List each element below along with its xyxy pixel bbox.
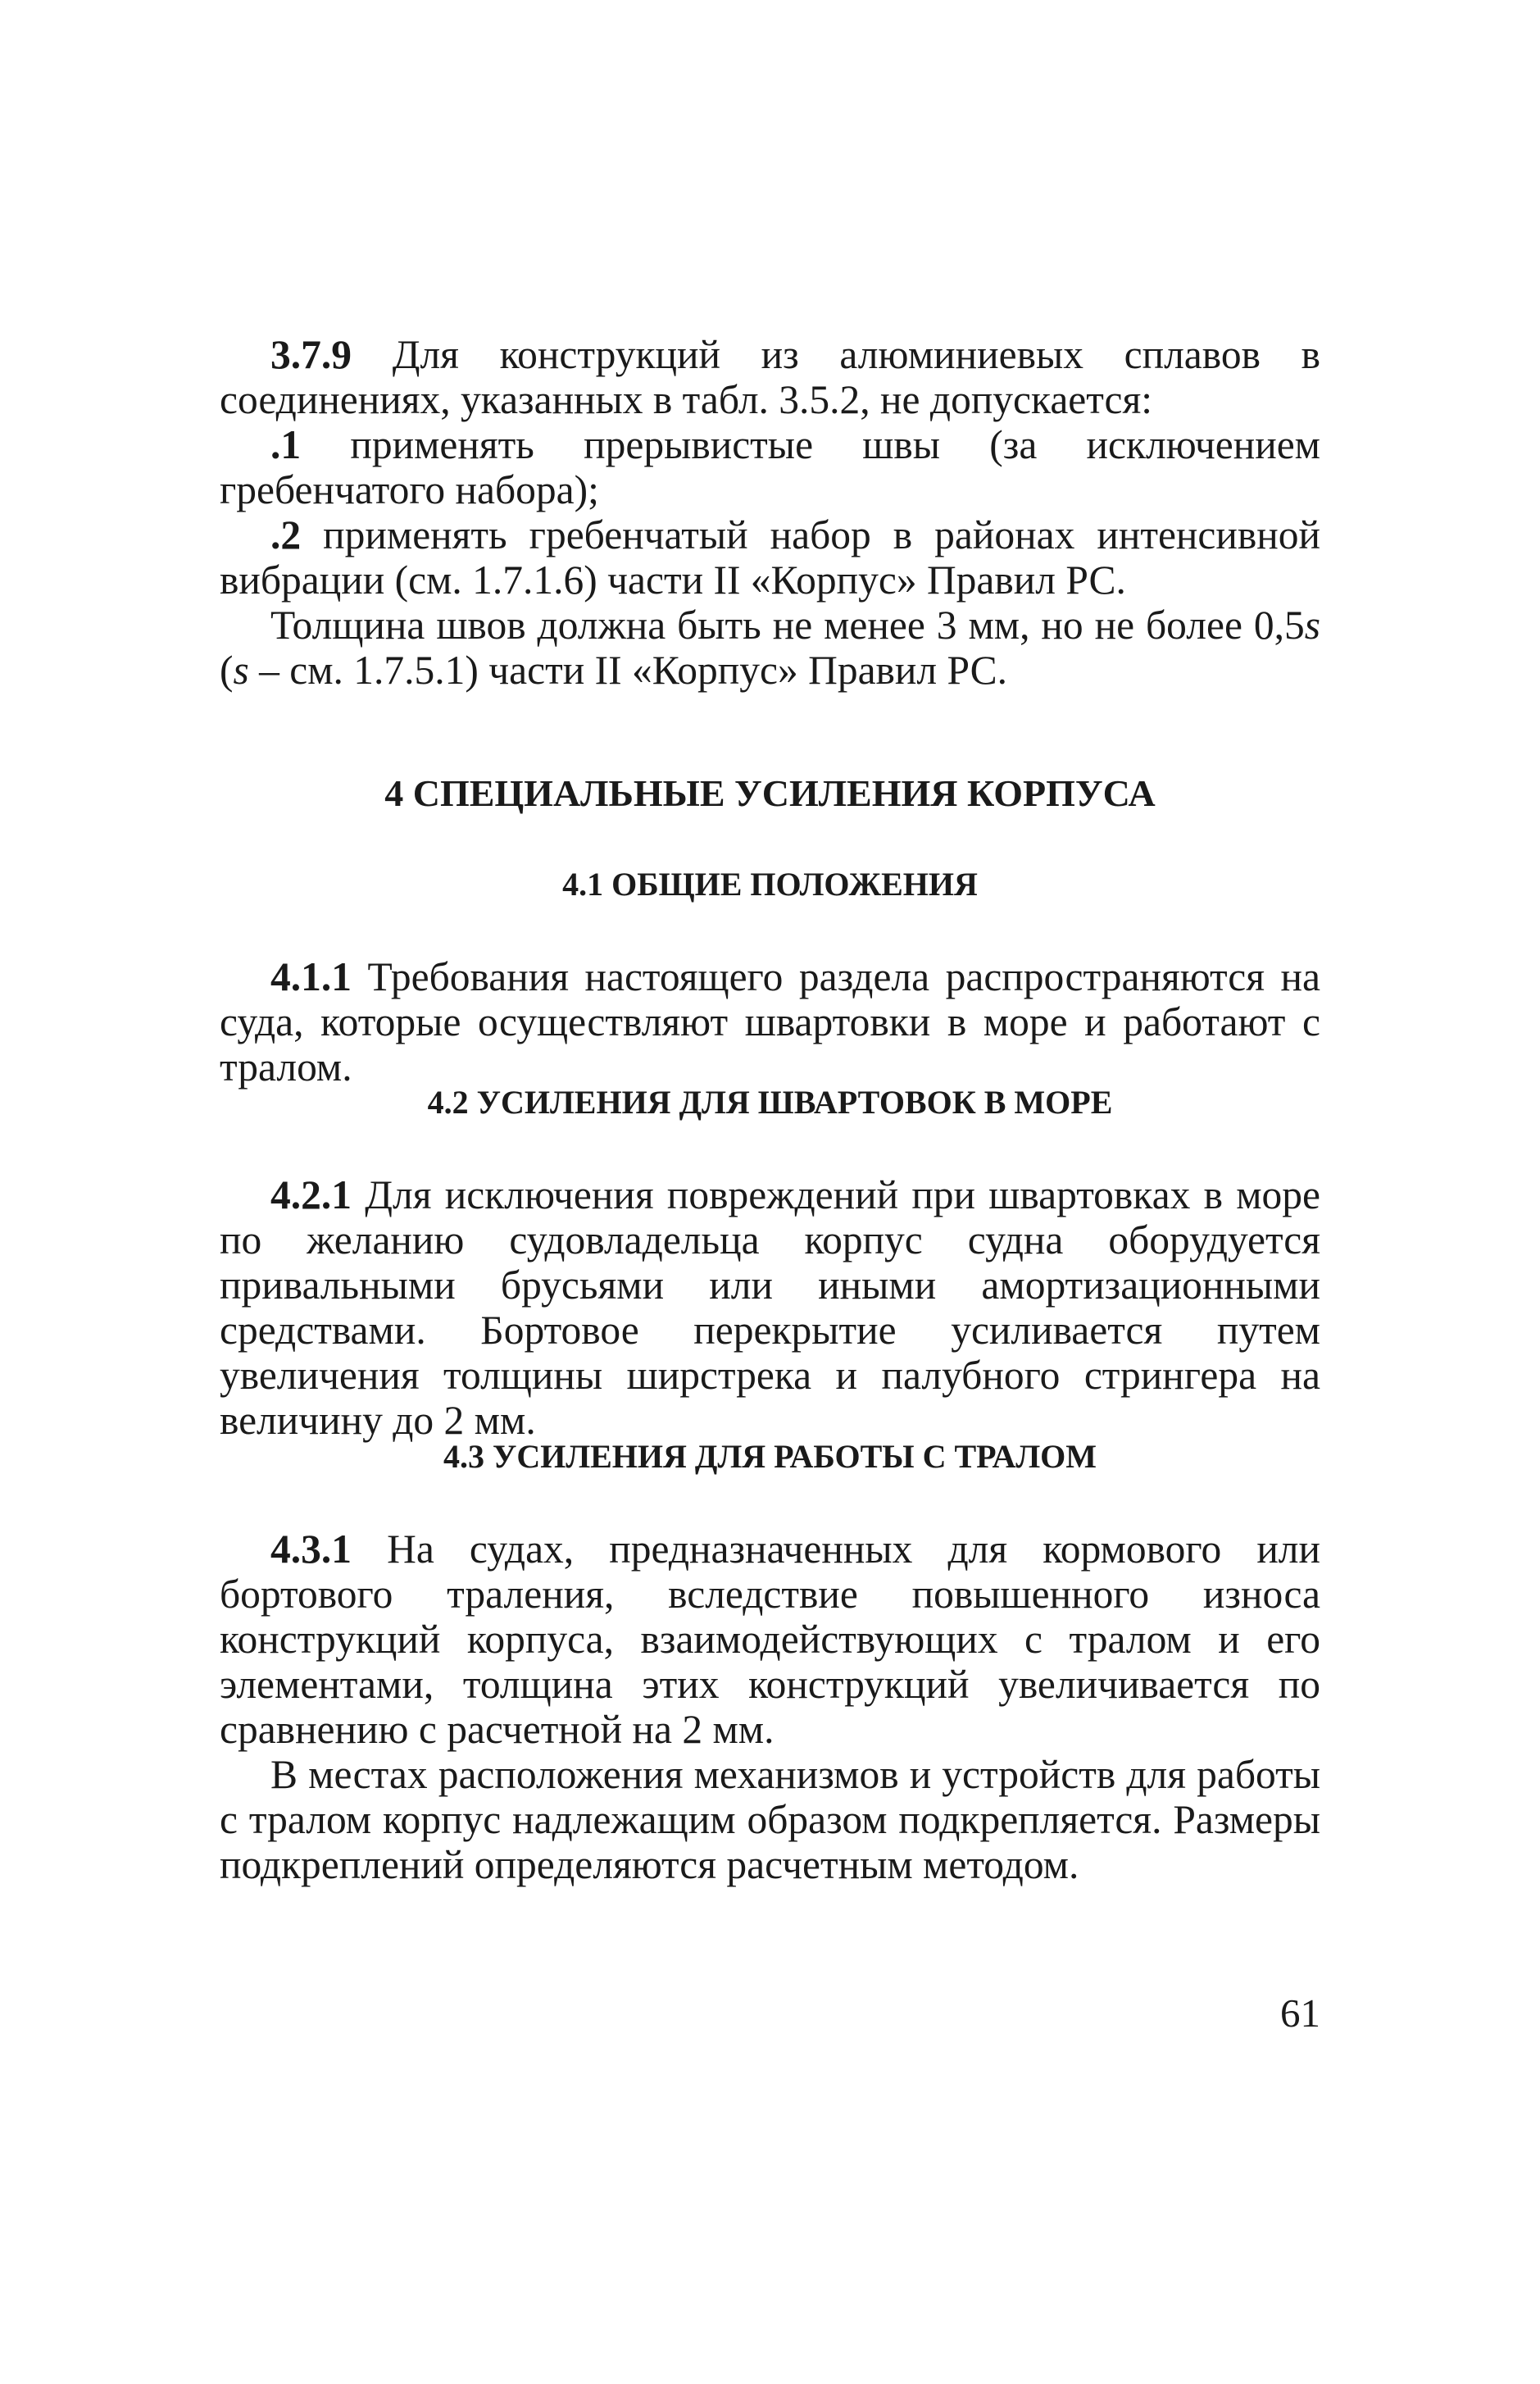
paragraph-3-7-9-intro [220,332,1320,422]
list-item-1 [220,422,1320,512]
paragraph-text: Требования настоящего раздела распространяются на суда, которые осуществляют швартовки в море и работают с тралом. [220,954,1320,1090]
section-heading-4-2: 4.2 УСИЛЕНИЯ ДЛЯ ШВАРТОВОК В МОРЕ [427,1084,1113,1121]
list-item-2 [220,512,1320,603]
paragraph-4-3-1-continued: В местах расположения механизмов и устройств для работы с тралом корпус надлежащим образом подкрепляется. Размеры подкреплений определяются расчетным методом. [220,1752,1320,1887]
paragraph-weld-thickness [220,603,1320,693]
paragraph-4-2-1 [220,1172,1320,1443]
list-item-text: применять прерывистые швы (за исключением гребенчатого набора); [220,422,1320,512]
section-heading-4-3: 4.3 УСИЛЕНИЯ ДЛЯ РАБОТЫ С ТРАЛОМ [443,1438,1097,1475]
paragraph-4-3-1 [220,1526,1320,1752]
section-4-3 [220,1526,1320,1887]
paragraph-text: Толщина швов должна быть не менее 3 мм, но не более 0,5 [270,603,1305,648]
chapter-title: 4 СПЕЦИАЛЬНЫЕ УСИЛЕНИЯ КОРПУСА [384,772,1156,814]
clause-number: 4.2.1 [270,1172,352,1217]
paragraph-text: ( [220,648,234,693]
section-3-7-9 [220,332,1320,693]
paragraph-text: Для исключения повреждений при швартовках в море по желанию судовладельца корпус судна оборудуется привальными брусьями или иными амортизационными средствами. Бортовое перекрытие усиливается путем увеличения толщины ширстрека и палубного стрингера на величину до 2 мм. [220,1172,1320,1443]
list-item-number: .2 [270,512,302,557]
page-number: 61 [1280,1990,1320,2036]
paragraph-text: На судах, предназначенных для кормового или бортового траления, вследствие повышенного износа конструкций корпуса, взаимодействующих с тралом и его элементами, толщина этих конструкций увеличивается по сравнению с расчетной на 2 мм. [220,1526,1320,1752]
paragraph-text: Для конструкций из алюминиевых сплавов в соединениях, указанных в табл. 3.5.2, не допускается: [220,332,1320,422]
section-4-1 [220,954,1320,1090]
clause-number: 4.3.1 [270,1526,352,1572]
list-item-number: .1 [270,422,302,467]
paragraph-text: – см. 1.7.5.1) части II «Корпус» Правил РС. [248,648,1008,693]
list-item-text: применять гребенчатый набор в районах интенсивной вибрации (см. 1.7.1.6) части II «Корпус» Правил РС. [220,512,1320,603]
variable-s: s [1304,603,1320,648]
section-4-2 [220,1172,1320,1443]
clause-number: 4.1.1 [270,954,352,999]
section-heading-4-1: 4.1 ОБЩИЕ ПОЛОЖЕНИЯ [562,866,978,903]
paragraph-4-1-1 [220,954,1320,1090]
clause-number: 3.7.9 [270,332,352,377]
variable-s: s [233,648,249,693]
